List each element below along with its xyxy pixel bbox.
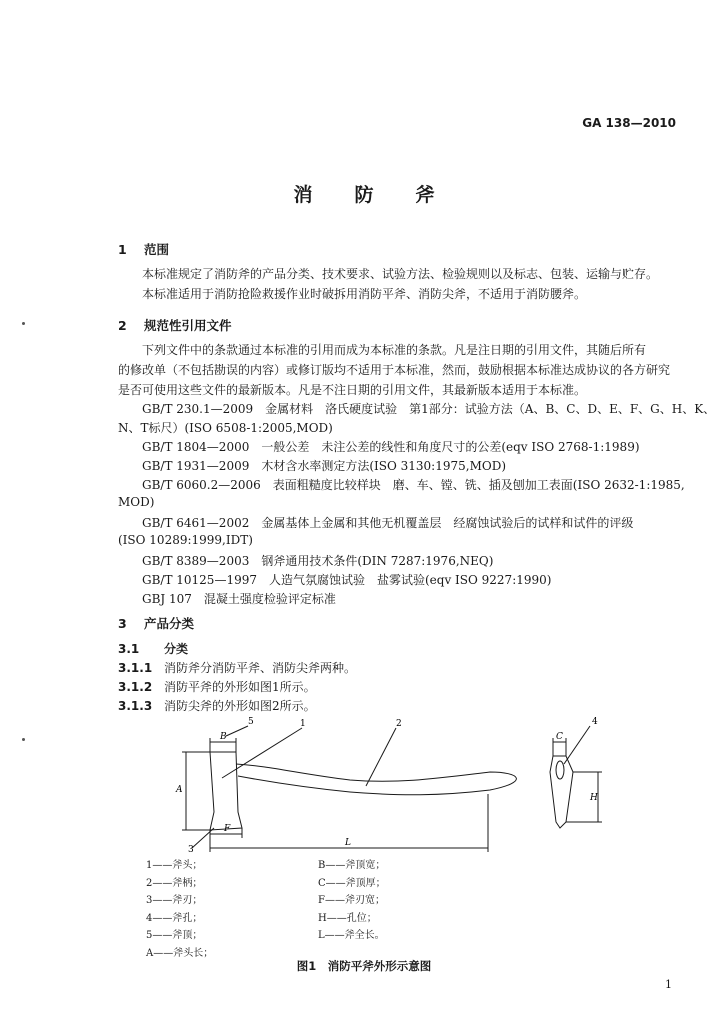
paragraph-line: 的修改单（不包括勘误的内容）或修订版均不适用于本标准，然而，鼓励根据本标准达成协议的各方研究	[118, 363, 671, 377]
legend-item: 2——斧柄；	[146, 877, 203, 889]
axe-figure	[160, 712, 620, 858]
dim-f-label: F	[224, 824, 231, 834]
scan-mark	[22, 738, 25, 741]
legend-item: 3——斧刃；	[146, 895, 203, 906]
clause-item	[118, 659, 356, 676]
section-number: 2	[118, 318, 127, 333]
dim-l-label: L	[345, 838, 351, 848]
section-number: 1	[118, 242, 127, 257]
section-2-heading	[118, 316, 232, 334]
callout-4: 4	[592, 717, 598, 727]
reference-item: (ISO 10289:1999,IDT)	[118, 533, 253, 547]
dim-c-label: C	[556, 732, 563, 742]
legend-right	[318, 857, 386, 945]
legend-item: L——斧全长。	[318, 930, 385, 941]
paragraph: 本标准规定了消防斧的产品分类、技术要求、试验方法、检验规则以及标志、包装、运输与贮存。	[142, 267, 659, 281]
reference-item: GB/T 6461—2002 金属基体上金属和其他无机覆盖层 经腐蚀试验后的试样和试件的评级	[142, 516, 634, 530]
subsection-title: 分类	[164, 642, 189, 656]
axe-side-view	[550, 756, 573, 828]
clause-item	[118, 678, 316, 695]
reference-item: GB/T 8389—2003 钢斧通用技术条件(DIN 7287:1976,NEQ)	[142, 554, 494, 568]
dim-a-label: A	[176, 785, 183, 795]
figure-caption: 图1 消防平斧外形示意图	[296, 959, 432, 973]
clause-number: 3.1.3	[118, 699, 153, 713]
section-1-heading	[118, 240, 169, 258]
clause-number: 3.1.2	[118, 680, 153, 694]
callout-2: 2	[396, 719, 402, 729]
subsection-number: 3.1	[118, 642, 140, 656]
legend-item: C——斧顶厚；	[318, 877, 386, 889]
page-number: 1	[665, 978, 672, 991]
legend-item: 1——斧头；	[146, 860, 203, 871]
standard-number: GA 138—2010	[582, 116, 676, 130]
subsection-heading	[118, 640, 188, 657]
reference-item: GB/T 6060.2—2006 表面粗糙度比较样块 磨、车、镗、铣、插及刨加工表面(ISO 2632-1:1985,	[142, 478, 685, 492]
axe-hole	[556, 761, 564, 779]
reference-item: MOD)	[118, 495, 155, 509]
callout-1: 1	[300, 719, 306, 729]
legend-item: A——斧头长；	[146, 947, 214, 959]
scan-mark	[22, 322, 25, 325]
section-title: 产品分类	[144, 616, 195, 631]
paragraph-line: 下列文件中的条款通过本标准的引用而成为本标准的条款。凡是注日期的引用文件，其随后所有	[142, 343, 647, 357]
reference-item: GB/T 230.1—2009 金属材料 洛氏硬度试验 第1部分：试验方法（A、B、C、D、E、F、G、H、K、	[142, 402, 716, 416]
reference-item: GB/T 1931—2009 木材含水率测定方法(ISO 3130:1975,MOD)	[142, 459, 507, 473]
section-3-heading	[118, 614, 194, 632]
clause-text: 消防斧分消防平斧、消防尖斧两种。	[164, 661, 357, 675]
reference-item: GBJ 107 混凝土强度检验评定标准	[142, 592, 336, 606]
dim-h-label: H	[590, 793, 598, 803]
callout-3: 3	[188, 845, 194, 855]
legend-item: 5——斧顶；	[146, 930, 203, 941]
clause-text: 消防尖斧的外形如图2所示。	[164, 699, 316, 713]
paragraph-line: 是否可使用这些文件的最新版本。凡是不注日期的引用文件，其最新版本适用于本标准。	[118, 383, 587, 397]
dim-b-label: B	[220, 732, 227, 742]
legend-item: B——斧顶宽；	[318, 860, 386, 871]
section-title: 范围	[144, 242, 170, 257]
section-number: 3	[118, 616, 127, 631]
legend-item: F——斧刃宽；	[318, 895, 385, 906]
legend-item: H——孔位；	[318, 912, 377, 924]
axe-handle-outline	[236, 764, 516, 795]
callout-5: 5	[248, 717, 254, 727]
legend-left	[146, 857, 213, 962]
clause-number: 3.1.1	[118, 661, 153, 675]
paragraph: 本标准适用于消防抢险救援作业时破拆用消防平斧、消防尖斧，不适用于消防腰斧。	[142, 287, 587, 301]
clause-text: 消防平斧的外形如图1所示。	[164, 680, 316, 694]
reference-item: N、T标尺）(ISO 6508-1:2005,MOD)	[118, 421, 333, 435]
legend-item: 4——斧孔；	[146, 912, 203, 924]
section-title: 规范性引用文件	[144, 318, 232, 333]
reference-item: GB/T 10125—1997 人造气氛腐蚀试验 盐雾试验(eqv ISO 9227:1990)	[142, 573, 552, 587]
reference-item: GB/T 1804—2000 一般公差 未注公差的线性和角度尺寸的公差(eqv ISO 2768-1:1989)	[142, 440, 640, 454]
page-title: 消防斧	[293, 184, 477, 206]
